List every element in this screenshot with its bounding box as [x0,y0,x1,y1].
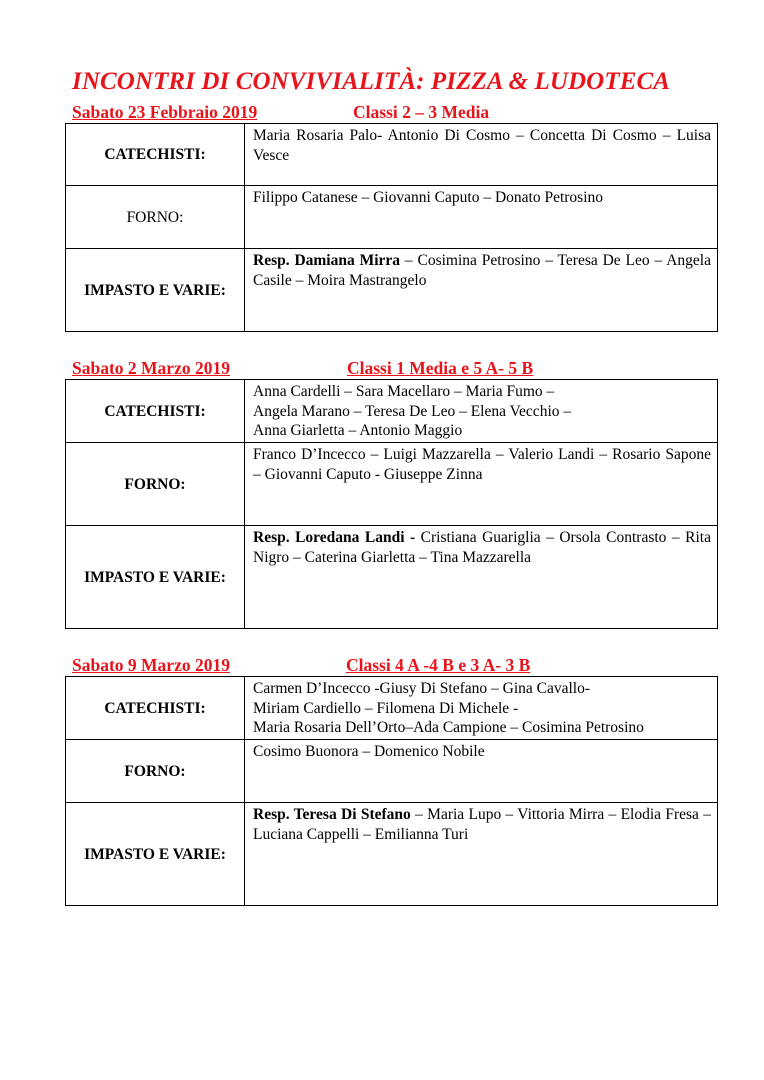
row-label: IMPASTO E VARIE: [66,803,245,906]
section-classes: Classi 1 Media e 5 A- 5 B [347,358,534,378]
row-names [245,124,718,186]
schedule-table [65,123,718,332]
names-line: Anna Giarletta – Antonio Maggio [253,422,463,439]
section-date: Sabato 2 Marzo 2019 [72,358,230,378]
row-label: IMPASTO E VARIE: [66,526,245,629]
row-names [245,740,718,803]
table-row [66,249,718,332]
section-classes: Classi 4 A -4 B e 3 A- 3 B [346,655,531,675]
page-title: INCONTRI DI CONVIVIALITÀ: PIZZA & LUDOTECA [72,68,671,95]
section-classes: Classi 2 – 3 Media [353,102,490,122]
names-line: Anna Cardelli – Sara Macellaro – Maria Fumo – [253,383,555,400]
table-row [66,124,718,186]
section-header [72,102,532,122]
row-names [245,249,718,332]
names-line: Cosimo Buonora – Domenico Nobile [253,743,485,760]
table-row [66,380,718,443]
names-line: – Cosimina Petrosino – Teresa De Leo – Angela Casile – Moira Mastrangelo [253,252,711,289]
names-line: Miriam Cardiello – Filomena Di Michele - [253,699,519,717]
table-row [66,740,718,803]
names-line: – Maria Lupo – Vittoria Mirra – Elodia Fresa – Luciana Cappelli – Emilianna Turi [253,806,711,843]
table-row [66,803,718,906]
names-line: Franco D’Incecco – Luigi Mazzarella – Valerio Landi – Rosario Sapone – Giovanni Caputo - Giuseppe Zinna [253,446,711,483]
row-label: FORNO: [66,443,245,526]
schedule-table [65,676,718,906]
names-line: Cristiana Guariglia – Orsola Contrasto – Rita Nigro – Caterina Giarletta – Tina Mazzarella [253,529,711,566]
section-header [72,358,572,378]
row-names [245,526,718,629]
row-names [245,677,718,740]
responsible-name: Resp. Damiana Mirra [253,252,401,269]
row-names [245,443,718,526]
responsible-name: Resp. Loredana Landi - [253,529,416,546]
names-line: Filippo Catanese – Giovanni Caputo – Donato Petrosino [253,189,604,206]
names-line: Maria Rosaria Dell’Orto–Ada Campione – Cosimina Petrosino [253,719,644,736]
table-row [66,443,718,526]
names-line: Carmen D’Incecco -Giusy Di Stefano – Gina Cavallo- [253,680,591,697]
row-label: CATECHISTI: [66,677,245,740]
responsible-name: Resp. Teresa Di Stefano [253,806,411,823]
row-label: FORNO: [66,186,245,249]
row-label: FORNO: [66,740,245,803]
table-row [66,526,718,629]
schedule-table [65,379,718,629]
names-line: Angela Marano – Teresa De Leo – Elena Vecchio – [253,402,572,420]
row-label: CATECHISTI: [66,380,245,443]
table-row [66,186,718,249]
names-line: Maria Rosaria Palo- Antonio Di Cosmo – Concetta Di Cosmo – Luisa Vesce [253,127,711,164]
row-label: CATECHISTI: [66,124,245,186]
section-header [72,655,572,675]
row-names [245,803,718,906]
section-date: Sabato 23 Febbraio 2019 [72,102,258,122]
row-label: IMPASTO E VARIE: [66,249,245,332]
table-row [66,677,718,740]
row-names [245,186,718,249]
section-date: Sabato 9 Marzo 2019 [72,655,230,675]
row-names [245,380,718,443]
